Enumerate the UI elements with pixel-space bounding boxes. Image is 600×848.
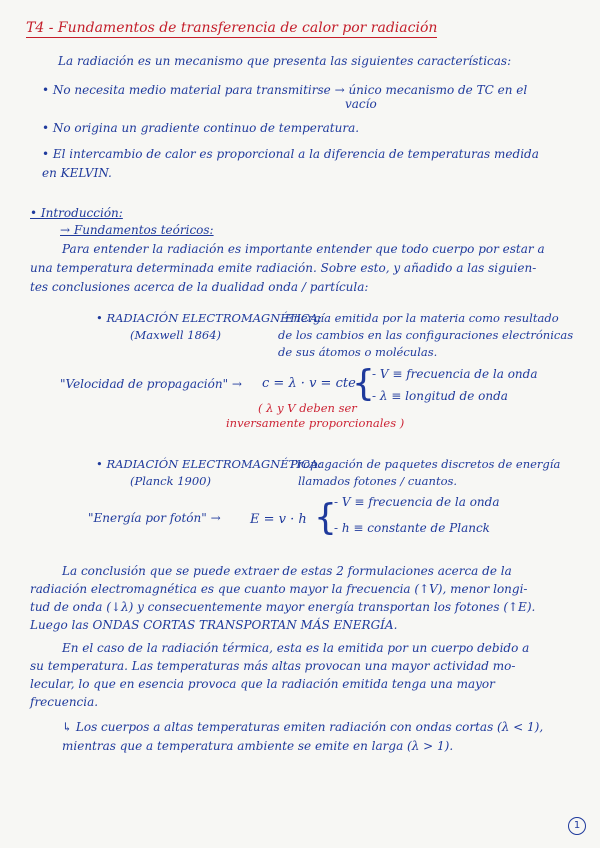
planck-def1: - V ≡ frecuencia de la onda <box>334 495 500 509</box>
para3-line1: En el caso de la radiación térmica, esta es la emitida por un cuerpo debido a <box>62 641 530 655</box>
maxwell-text3: de sus átomos o moléculas. <box>278 345 438 359</box>
maxwell-text2: de los cambios en las configuraciones electrónicas <box>278 328 574 342</box>
para4-line1: ↳ Los cuerpos a altas temperaturas emiten radiación con ondas cortas (λ < 1), <box>62 720 544 734</box>
bullet-3-cont: en KELVIN. <box>42 166 112 180</box>
page-title: T4 - Fundamentos de transferencia de calor por radiación <box>26 20 438 36</box>
para4-line2: mientras que a temperatura ambiente se emite en larga (λ > 1). <box>62 739 454 753</box>
planck-brace: { <box>314 497 337 538</box>
para3-line2: su temperatura. Las temperaturas más altas provocan una mayor actividad mo- <box>30 659 516 673</box>
maxwell-label: • RADIACIÓN ELECTROMAGNÉTICA: <box>96 311 322 325</box>
section-introduccion: • Introducción: <box>30 206 123 220</box>
maxwell-text1: Energía emitida por la materia como resultado <box>285 311 559 325</box>
maxwell-note1: ( λ y V deben ser <box>258 401 357 415</box>
para1-line2: una temperatura determinada emite radiación. Sobre esto, y añadido a las siguien- <box>30 261 537 275</box>
planck-text1: Propagación de paquetes discretos de energía <box>290 457 561 471</box>
planck-formula: E = v · h <box>250 512 307 527</box>
para2-line3: tud de onda (↓λ) y consecuentemente mayor energía transportan los fotones (↑E). <box>30 600 536 614</box>
maxwell-note2: inversamente proporcionales ) <box>226 416 405 430</box>
page-number: 1 <box>568 817 586 835</box>
para2-line4: Luego las ONDAS CORTAS TRANSPORTAN MÁS ENERGÍA. <box>30 618 398 632</box>
planck-formula-label: "Energía por fotón" → <box>88 511 221 525</box>
bullet-3: • El intercambio de calor es proporcional a la diferencia de temperaturas medida <box>42 147 539 161</box>
para2-line1: La conclusión que se puede extraer de estas 2 formulaciones acerca de la <box>62 564 512 578</box>
bullet-1: • No necesita medio material para transmitirse → único mecanismo de TC en el <box>42 83 528 97</box>
maxwell-author: (Maxwell 1864) <box>130 328 222 342</box>
intro-text: La radiación es un mecanismo que presenta las siguientes características: <box>58 54 512 68</box>
bullet-1-cont: vacío <box>345 97 377 111</box>
bullet-2: • No origina un gradiente continuo de temperatura. <box>42 121 360 135</box>
para3-line4: frecuencia. <box>30 695 99 709</box>
para2-line2: radiación electromagnética es que cuanto mayor la frecuencia (↑V), menor longi- <box>30 582 528 596</box>
planck-text2: llamados fotones / cuantos. <box>298 474 458 488</box>
maxwell-formula: c = λ · v = cte <box>262 376 356 391</box>
planck-label: • RADIACIÓN ELECTROMAGNÉTICA: <box>96 457 322 471</box>
para1-line3: tes conclusiones acerca de la dualidad onda / partícula: <box>30 280 369 294</box>
maxwell-formula-label: "Velocidad de propagación" → <box>60 377 242 391</box>
maxwell-brace: { <box>352 363 375 404</box>
para1-line1: Para entender la radiación es importante entender que todo cuerpo por estar a <box>62 242 545 256</box>
maxwell-def2: - λ ≡ longitud de onda <box>372 389 508 403</box>
planck-author: (Planck 1900) <box>130 474 211 488</box>
section-fundamentos: → Fundamentos teóricos: <box>60 223 214 237</box>
planck-def2: - h ≡ constante de Planck <box>334 521 490 535</box>
para3-line3: lecular, lo que en esencia provoca que la radiación emitida tenga una mayor <box>30 677 495 691</box>
maxwell-def1: - V ≡ frecuencia de la onda <box>372 367 538 381</box>
